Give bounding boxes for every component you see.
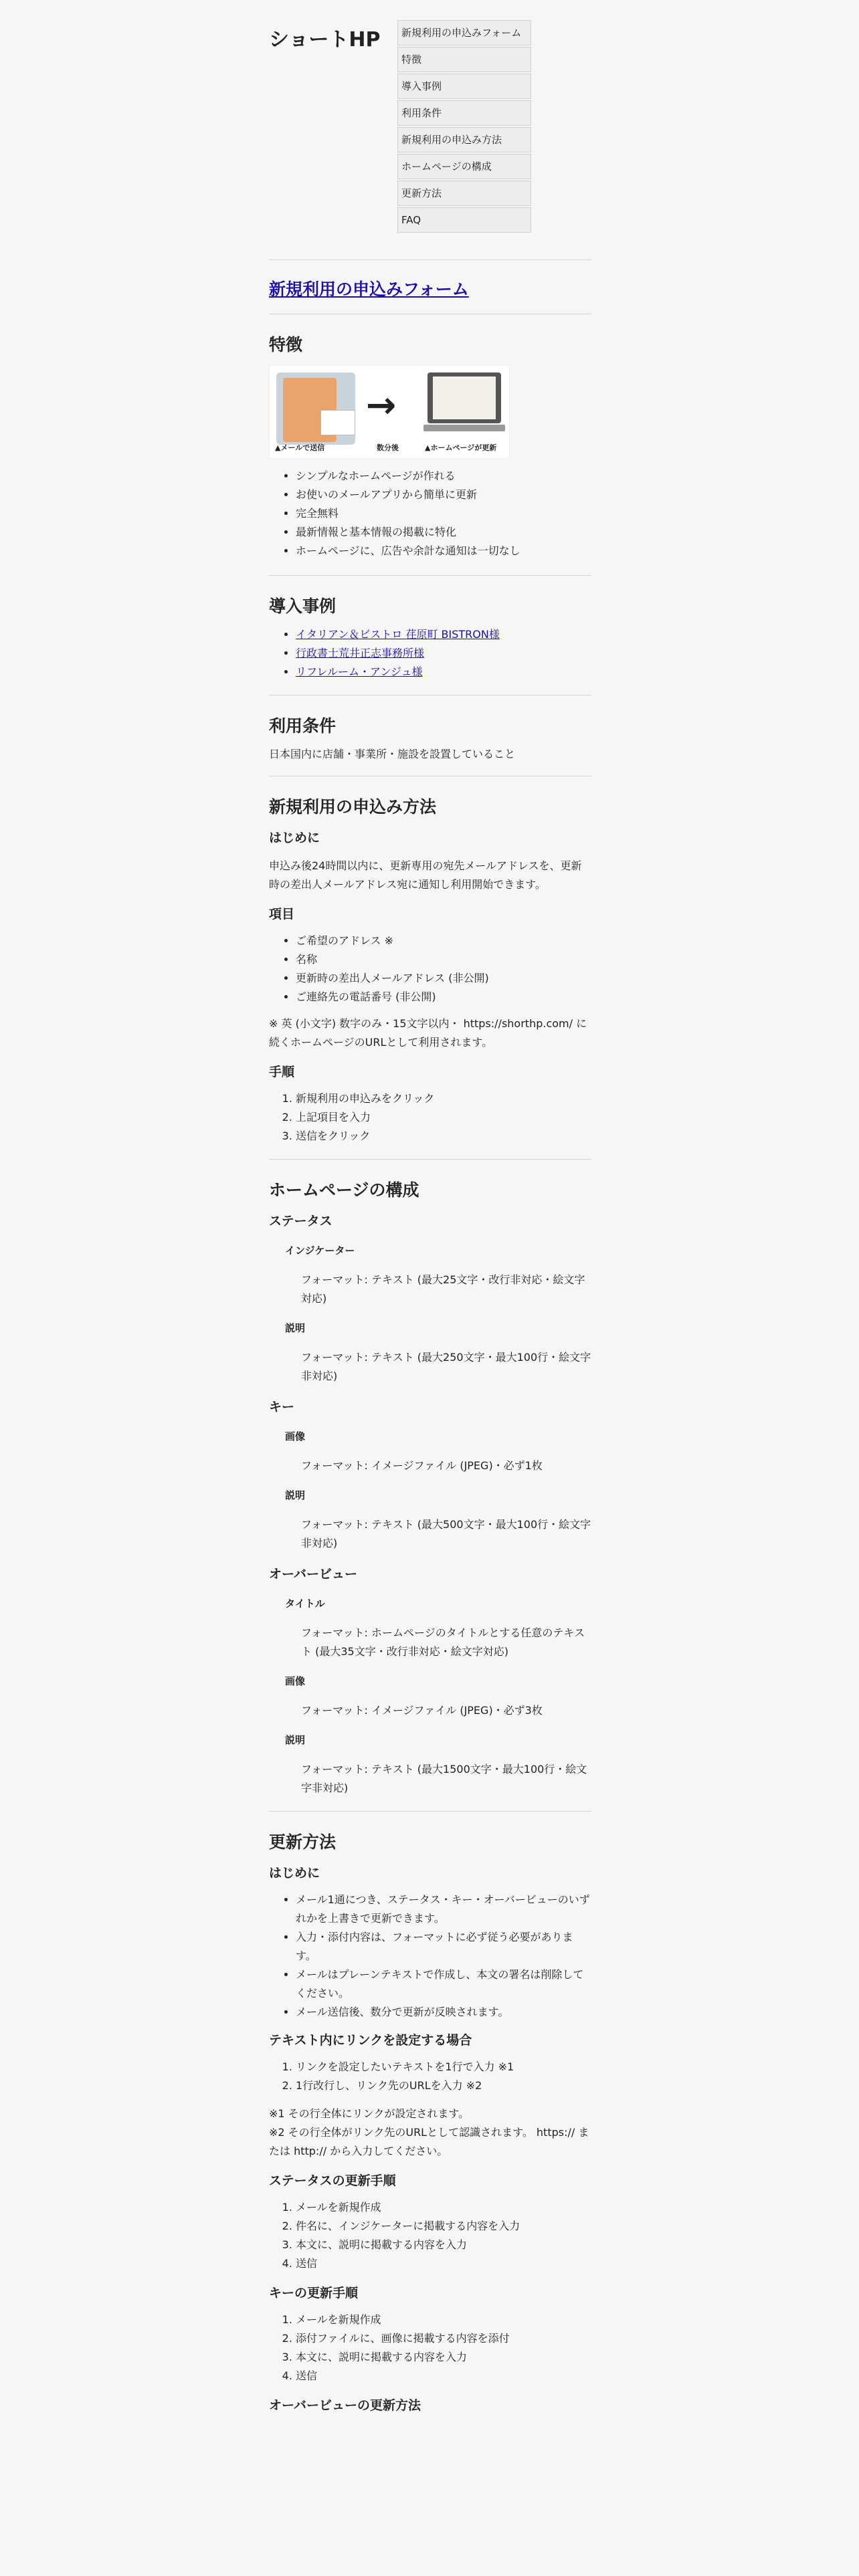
ov-image-title: 画像	[285, 1675, 306, 1687]
list-item: • お使いのメールアプリから簡単に更新	[296, 486, 591, 504]
list-item: • ホームページに、広告や余計な通知は一切なし	[296, 542, 591, 560]
apply-intro-text: 申込み後24時間以内に、更新専用の宛先メールアドレスを、更新時の差出人メールアドレス宛に通知し利用開始できます。	[269, 859, 582, 891]
key-desc-title: 説明	[285, 1489, 306, 1501]
envelope-icon	[320, 410, 355, 435]
list-item: 2. 添付ファイルに、画像に掲載する内容を添付	[296, 2329, 591, 2348]
status-desc-format: フォーマット: テキスト (最大250文字・最大100行・絵文字非対応)	[301, 1351, 591, 1382]
form-link[interactable]: 新規利用の申込みフォーム	[269, 280, 469, 299]
list-item	[296, 644, 591, 663]
apply-note: ※ 英 (小文字) 数字のみ・15文字以内・ https://shorthp.com/ に続くホームページのURLとして利用されます。	[269, 1017, 587, 1049]
cases-list	[269, 625, 591, 681]
list-item: 1. メールを新規作成	[296, 2198, 591, 2217]
key-title: キー	[269, 1400, 295, 1414]
structure-section	[269, 1160, 591, 1811]
apply-items-title: 項目	[269, 907, 295, 922]
apply-items-list	[269, 932, 591, 1006]
cases-title: 導入事例	[269, 597, 337, 616]
list-item: 4. 送信	[296, 2367, 591, 2385]
list-item: 3. 送信をクリック	[296, 1127, 591, 1146]
nav-item-apply[interactable]: 新規利用の申込み方法	[397, 127, 531, 152]
case-link[interactable]: イタリアン＆ビストロ 荏原町 BISTRON様	[296, 628, 500, 641]
site-header	[269, 20, 591, 234]
list-item: 3. 本文に、説明に掲載する内容を入力	[296, 2348, 591, 2367]
ov-image-format: フォーマット: イメージファイル (JPEG)・必ず3枚	[301, 1704, 543, 1717]
apply-steps-title: 手順	[269, 1065, 295, 1079]
feature-illustration	[269, 365, 510, 459]
list-item: 1. リンクを設定したいテキストを1行で入力 ※1	[296, 2058, 591, 2076]
apply-section	[269, 776, 591, 1159]
list-item: • メール1通につき、ステータス・キー・オーバービューのいずれかを上書きで更新できます。	[296, 1891, 591, 1928]
terms-text: 日本国内に店舗・事業所・施設を設置していること	[269, 748, 516, 760]
list-item: • 完全無料	[296, 504, 591, 523]
arrow-right-icon: →	[366, 384, 397, 426]
status-desc-title: 説明	[285, 1322, 306, 1334]
update-key-title: キーの更新手順	[269, 2286, 359, 2300]
apply-intro-title: はじめに	[269, 831, 320, 845]
ov-desc-format: フォーマット: テキスト (最大1500文字・最大100行・絵文字非対応)	[301, 1763, 587, 1794]
nav-item-faq[interactable]: FAQ	[397, 207, 531, 233]
list-item	[296, 663, 591, 681]
apply-title: 新規利用の申込み方法	[269, 797, 437, 817]
nav-item-features[interactable]: 特徴	[397, 47, 531, 72]
features-title: 特徴	[269, 335, 303, 354]
nav-item-form[interactable]: 新規利用の申込みフォーム	[397, 20, 531, 45]
list-item: • 更新時の差出人メールアドレス (非公開)	[296, 969, 591, 988]
list-item: • メールはプレーンテキストで作成し、本文の署名は削除してください。	[296, 1965, 591, 2003]
nav-item-cases[interactable]: 導入事例	[397, 74, 531, 99]
key-desc-format: フォーマット: テキスト (最大500文字・最大100行・絵文字非対応)	[301, 1518, 591, 1549]
top-nav	[397, 20, 531, 234]
caption-updated: ▲ホームページが更新	[425, 443, 497, 452]
update-key-steps	[269, 2311, 591, 2385]
update-intro-title: はじめに	[269, 1866, 320, 1881]
list-item: 2. 1行改行し、リンク先のURLを入力 ※2	[296, 2076, 591, 2095]
terms-section	[269, 695, 591, 776]
cases-section	[269, 576, 591, 695]
caption-minutes: 数分後	[377, 443, 399, 452]
key-image-format: フォーマット: イメージファイル (JPEG)・必ず1枚	[301, 1459, 543, 1472]
ov-desc-title: 説明	[285, 1734, 306, 1746]
case-link[interactable]: リフレルーム・アンジュ様	[296, 665, 423, 678]
structure-title: ホームページの構成	[269, 1180, 419, 1200]
apply-steps-list	[269, 1089, 591, 1146]
update-title: 更新方法	[269, 1832, 337, 1852]
indicator-format: フォーマット: テキスト (最大25文字・改行非対応・絵文字対応)	[301, 1273, 585, 1305]
list-item: 1. 新規利用の申込みをクリック	[296, 1089, 591, 1108]
list-item: 2. 上記項目を入力	[296, 1108, 591, 1127]
indicator-title: インジケーター	[285, 1245, 355, 1257]
update-intro-list	[269, 1891, 591, 2022]
list-item: 1. メールを新規作成	[296, 2311, 591, 2329]
update-overview-title: オーバービューの更新方法	[269, 2398, 421, 2413]
list-item: • シンプルなホームページが作れる	[296, 467, 591, 486]
nav-item-update[interactable]: 更新方法	[397, 181, 531, 206]
list-item: • メール送信後、数分で更新が反映されます。	[296, 2003, 591, 2022]
ov-title-title: タイトル	[285, 1598, 325, 1610]
update-link-steps	[269, 2058, 591, 2095]
list-item: • 入力・添付内容は、フォーマットに必ず従う必要があります。	[296, 1928, 591, 1965]
list-item: 2. 件名に、インジケーターに掲載する内容を入力	[296, 2217, 591, 2236]
key-image-title: 画像	[285, 1430, 306, 1442]
nav-item-terms[interactable]: 利用条件	[397, 100, 531, 126]
list-item: • ご連絡先の電話番号 (非公開)	[296, 988, 591, 1006]
laptop-illustration	[423, 372, 505, 439]
case-link[interactable]: 行政書士荒井正志事務所様	[296, 647, 425, 659]
update-section	[269, 1812, 591, 2415]
status-title: ステータス	[269, 1214, 332, 1228]
features-section	[269, 314, 591, 575]
update-link-note2: ※2 その行全体がリンク先のURLとして認識されます。 https:// または http:// から入力してください。	[269, 2126, 589, 2157]
site-title[interactable]: ショートHP	[269, 28, 381, 51]
update-link-note1: ※1 その行全体にリンクが設定されます。	[269, 2107, 470, 2120]
update-link-title: テキスト内にリンクを設定する場合	[269, 2033, 472, 2048]
terms-title: 利用条件	[269, 716, 337, 736]
features-list	[269, 467, 591, 560]
list-item: • 最新情報と基本情報の掲載に特化	[296, 523, 591, 542]
list-item: 3. 本文に、説明に掲載する内容を入力	[296, 2236, 591, 2254]
overview-title: オーバービュー	[269, 1567, 358, 1582]
list-item: • 名称	[296, 950, 591, 969]
list-item	[296, 625, 591, 644]
list-item: • ご希望のアドレス ※	[296, 932, 591, 950]
phone-illustration	[276, 372, 355, 445]
ov-title-format: フォーマット: ホームページのタイトルとする任意のテキスト (最大35文字・改行非対応・絵文字対応)	[301, 1626, 585, 1658]
page	[269, 0, 591, 2415]
list-item: 4. 送信	[296, 2254, 591, 2273]
form-section	[269, 260, 591, 314]
update-status-title: ステータスの更新手順	[269, 2173, 396, 2188]
caption-send: ▲メールで送信	[275, 443, 325, 452]
nav-item-structure[interactable]: ホームページの構成	[397, 154, 531, 179]
update-status-steps	[269, 2198, 591, 2273]
